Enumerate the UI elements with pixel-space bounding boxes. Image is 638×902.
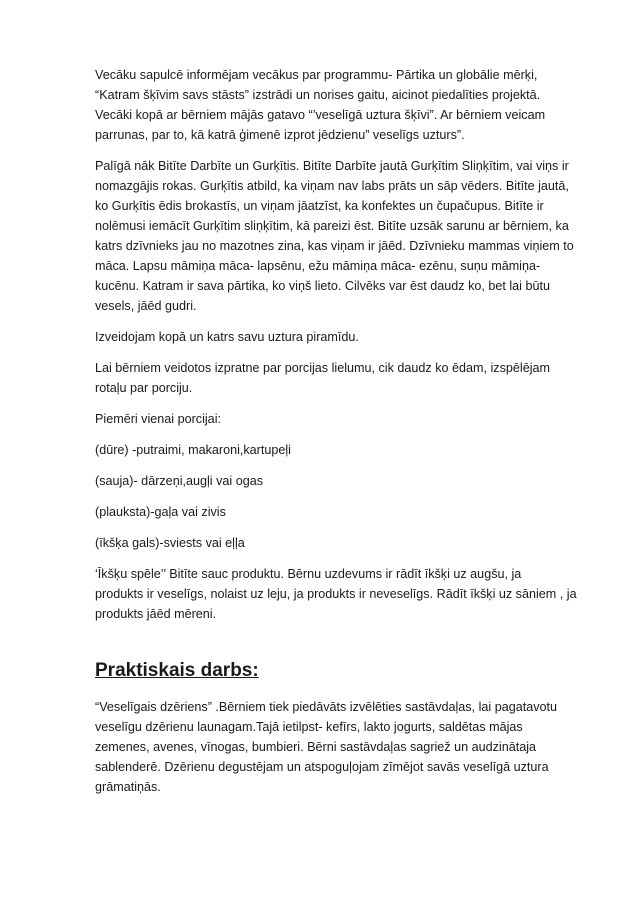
paragraph-parents-meeting (95, 65, 555, 145)
text-line: veselīgu dzērienu launagam.Tajā ietilpst- kefīrs, lakto jogurts, saldētas mājas (95, 720, 523, 734)
portion-item-palm (95, 502, 555, 522)
text-line: grāmatiņās. (95, 780, 161, 794)
portion-item-fist (95, 440, 555, 460)
section-heading: Praktiskais darbs: (95, 660, 259, 681)
text-line: Vecāki kopā ar bērniem mājās gatavo “’veselīgā uztura šķīvi”. Ar bērniem veicam (95, 108, 546, 122)
paragraph-healthy-drink (95, 697, 558, 797)
text-line: māca. Lapsu māmiņa māca- lapsēnu, ežu māmiņa māca- ezēnu, suņu māmiņa- (95, 259, 541, 273)
document-body (95, 65, 577, 808)
paragraph-portion-game (95, 358, 555, 398)
text-line: Izveidojam kopā un katrs savu uztura piramīdu. (95, 330, 359, 344)
text-line: parrunas, par to, kā katrā ģimenē izprot jēdzienu” veselīgs uzturs”. (95, 128, 465, 142)
paragraph-portion-examples-title (95, 409, 555, 429)
paragraph-food-pyramid (95, 327, 555, 347)
text-line: Palīgā nāk Bitīte Darbīte un Gurķītis. Bitīte Darbīte jautā Gurķītim Sliņķītim, vai viņs ir (95, 159, 569, 173)
text-line: Piemēri vienai porcijai: (95, 412, 221, 426)
text-line: ko Gurķītis ēdis brokastīs, un viņam jāatzīst, ka konfektes un čupačupus. Bitīte ir (95, 199, 544, 213)
paragraph-thumbs-game (95, 564, 577, 624)
text-line: nomazgājis rokas. Gurķītis atbild, ka viņam nav labs prāts un sāp vēders. Bitīte jautā, (95, 179, 569, 193)
text-line: sablenderē. Dzērienu degustējam un atspoguļojam zīmējot savās veselīgā uztura (95, 760, 549, 774)
text-line: ‘Īkšķu spēle’’ Bitīte sauc produktu. Bērnu uzdevums ir rādīt īkšķi uz augšu, ja (95, 567, 522, 581)
text-line: Lai bērniem veidotos izpratne par porcijas lielumu, cik daudz ko ēdam, izspēlējam (95, 361, 550, 375)
text-line: (plauksta)-gaļa vai zivis (95, 505, 226, 519)
text-line: “Veselīgais dzēriens” .Bērniem tiek piedāvāts izvēlēties sastāvdaļas, lai pagatavotu (95, 700, 558, 714)
text-line: “Katram šķīvim savs stāsts” izstrādi un norises gaitu, aicinot piedalīties projektā. (95, 88, 541, 102)
portion-item-handful (95, 471, 555, 491)
text-line: produkts ir veselīgs, nolaist uz leju, ja produkts ir neveselīgs. Rādīt īkšķi uz sāniem , ja (95, 587, 577, 601)
text-line: rotaļu par porciju. (95, 381, 193, 395)
portion-item-thumb-tip (95, 533, 555, 553)
text-line: produkts jāēd mēreni. (95, 607, 217, 621)
text-line: nolēmusi iemācīt Gurķītim sliņķītim, kā pareizi ēst. Bitīte uzsāk sarunu ar bērniem, ka (95, 219, 569, 233)
text-line: kucēnu. Katram ir sava pārtika, ko viņš lieto. Cilvēks var ēst daudz ko, bet lai būtu (95, 279, 550, 293)
text-line: (sauja)- dārzeņi,augļi vai ogas (95, 474, 264, 488)
text-line: zemenes, avenes, vīnogas, bumbieri. Bērni sastāvdaļas sagriež un audzinātaja (95, 740, 537, 754)
text-line: (dūre) -putraimi, makaroni,kartupeļi (95, 443, 291, 457)
text-line: vesels, jāēd gudri. (95, 299, 197, 313)
text-line: (īkšķa gals)-sviests vai eļļa (95, 536, 245, 550)
text-line: katrs dzīvnieks jau no mazotnes zina, kas viņam ir jāēd. Dzīvnieku mammas viņiem to (95, 239, 574, 253)
text-line: Vecāku sapulcē informējam vecākus par programmu- Pārtika un globālie mērķi, (95, 68, 538, 82)
paragraph-bee-story (95, 156, 574, 316)
